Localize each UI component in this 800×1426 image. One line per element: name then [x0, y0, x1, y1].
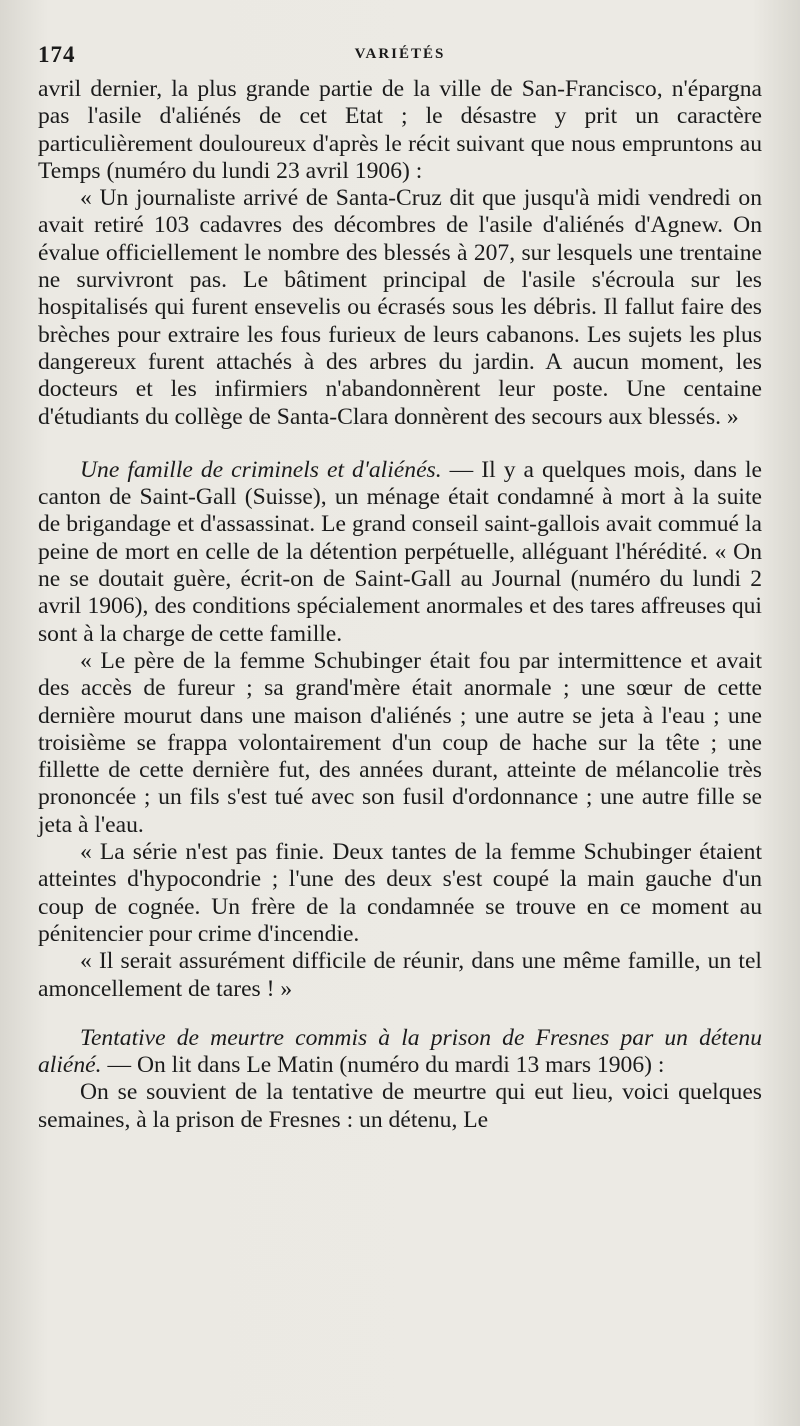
paragraph-fresnes-start: On se souvient de la tentative de meurtre qui eut lieu, voici quelques semaines, à la prison de Fresnes : un détenu, Le [38, 1079, 762, 1133]
paragraph-amoncellement: « Il serait assurément difficile de réunir, dans une même famille, un tel amoncellement de tares ! » [38, 948, 762, 1002]
paragraph-serie-not-finished: « La série n'est pas finie. Deux tantes de la femme Schubinger étaient atteintes d'hypocondrie ; l'une des deux s'est coupé la main gauche d'un coup de cognée. Un frère de la condamnée se trouve en ce moment au pénitencier pour crime d'incendie. [38, 839, 762, 947]
paragraph-schubinger-father: « Le père de la femme Schubinger était fou par intermittence et avait des accès de fureur ; sa grand'mère était anormale ; une sœur de cette dernière mourut dans une maison d'aliénés ; une autre se jeta à l'eau ; une troisième se frappa volontairement d'un coup de hache sur la tête ; une fillette de cette dernière fut, des années durant, atteinte de mélancolie très prononcée ; un fils s'est tué avec son fusil d'ordonnance ; une autre fille se jeta à l'eau. [38, 647, 762, 838]
section-title-fresnes: Tentative de meurtre commis à la prison de Fresnes par un détenu aliéné. [38, 1024, 762, 1079]
section-title-criminal-family: Une famille de criminels et d'aliénés. [80, 456, 442, 483]
running-head: VARIÉTÉS [354, 46, 446, 62]
page-header [38, 32, 762, 76]
paragraph-san-francisco: avril dernier, la plus grande partie de la ville de San-Francisco, n'épargna pas l'asile d'aliénés de cet Etat ; le désastre y prit un caractère particulièrement douloureux d'après le récit suivant que nous empruntons au Temps (numéro du lundi 23 avril 1906) : [38, 76, 762, 184]
page-body [38, 76, 762, 1134]
section-lead-text: — On lit dans Le Matin (numéro du mardi 13 mars 1906) : [101, 1052, 665, 1079]
page-number: 174 [38, 42, 76, 67]
section-criminal-family-lead [38, 457, 762, 648]
section-lead-text: — Il y a quelques mois, dans le canton de Saint-Gall (Suisse), un ménage était condamné à mort à la suite de brigandage et d'assassinat. Le grand conseil saint-gallois avait commué la peine de mort en celle de la détention perpétuelle, alléguant l'hérédité. « On ne se doutait guère, écrit-on de Saint-Gall au Journal (numéro du lundi 2 avril 1906), des conditions spécialement anormales et des tares affreuses qui sont à la charge de cette famille. [38, 456, 762, 647]
paragraph-quote-agnew: « Un journaliste arrivé de Santa-Cruz dit que jusqu'à midi vendredi on avait retiré 103 cadavres des décombres de l'asile d'aliénés d'Agnew. On évalue officiellement le nombre des blessés à 207, sur lesquels une trentaine ne survivront pas. Le bâtiment principal de l'asile s'écroula sur les hospitalisés qui furent ensevelis ou écrasés sous les débris. Il fallut faire des brèches pour extraire les fous furieux de leurs cabanons. Les sujets les plus dangereux furent attachés à des arbres du jardin. A aucun moment, les docteurs et les infirmiers n'abandonnèrent leur poste. Une centaine d'étudiants du collège de Santa-Clara donnèrent des secours aux blessés. » [38, 185, 762, 430]
section-fresnes-lead [38, 1025, 762, 1080]
